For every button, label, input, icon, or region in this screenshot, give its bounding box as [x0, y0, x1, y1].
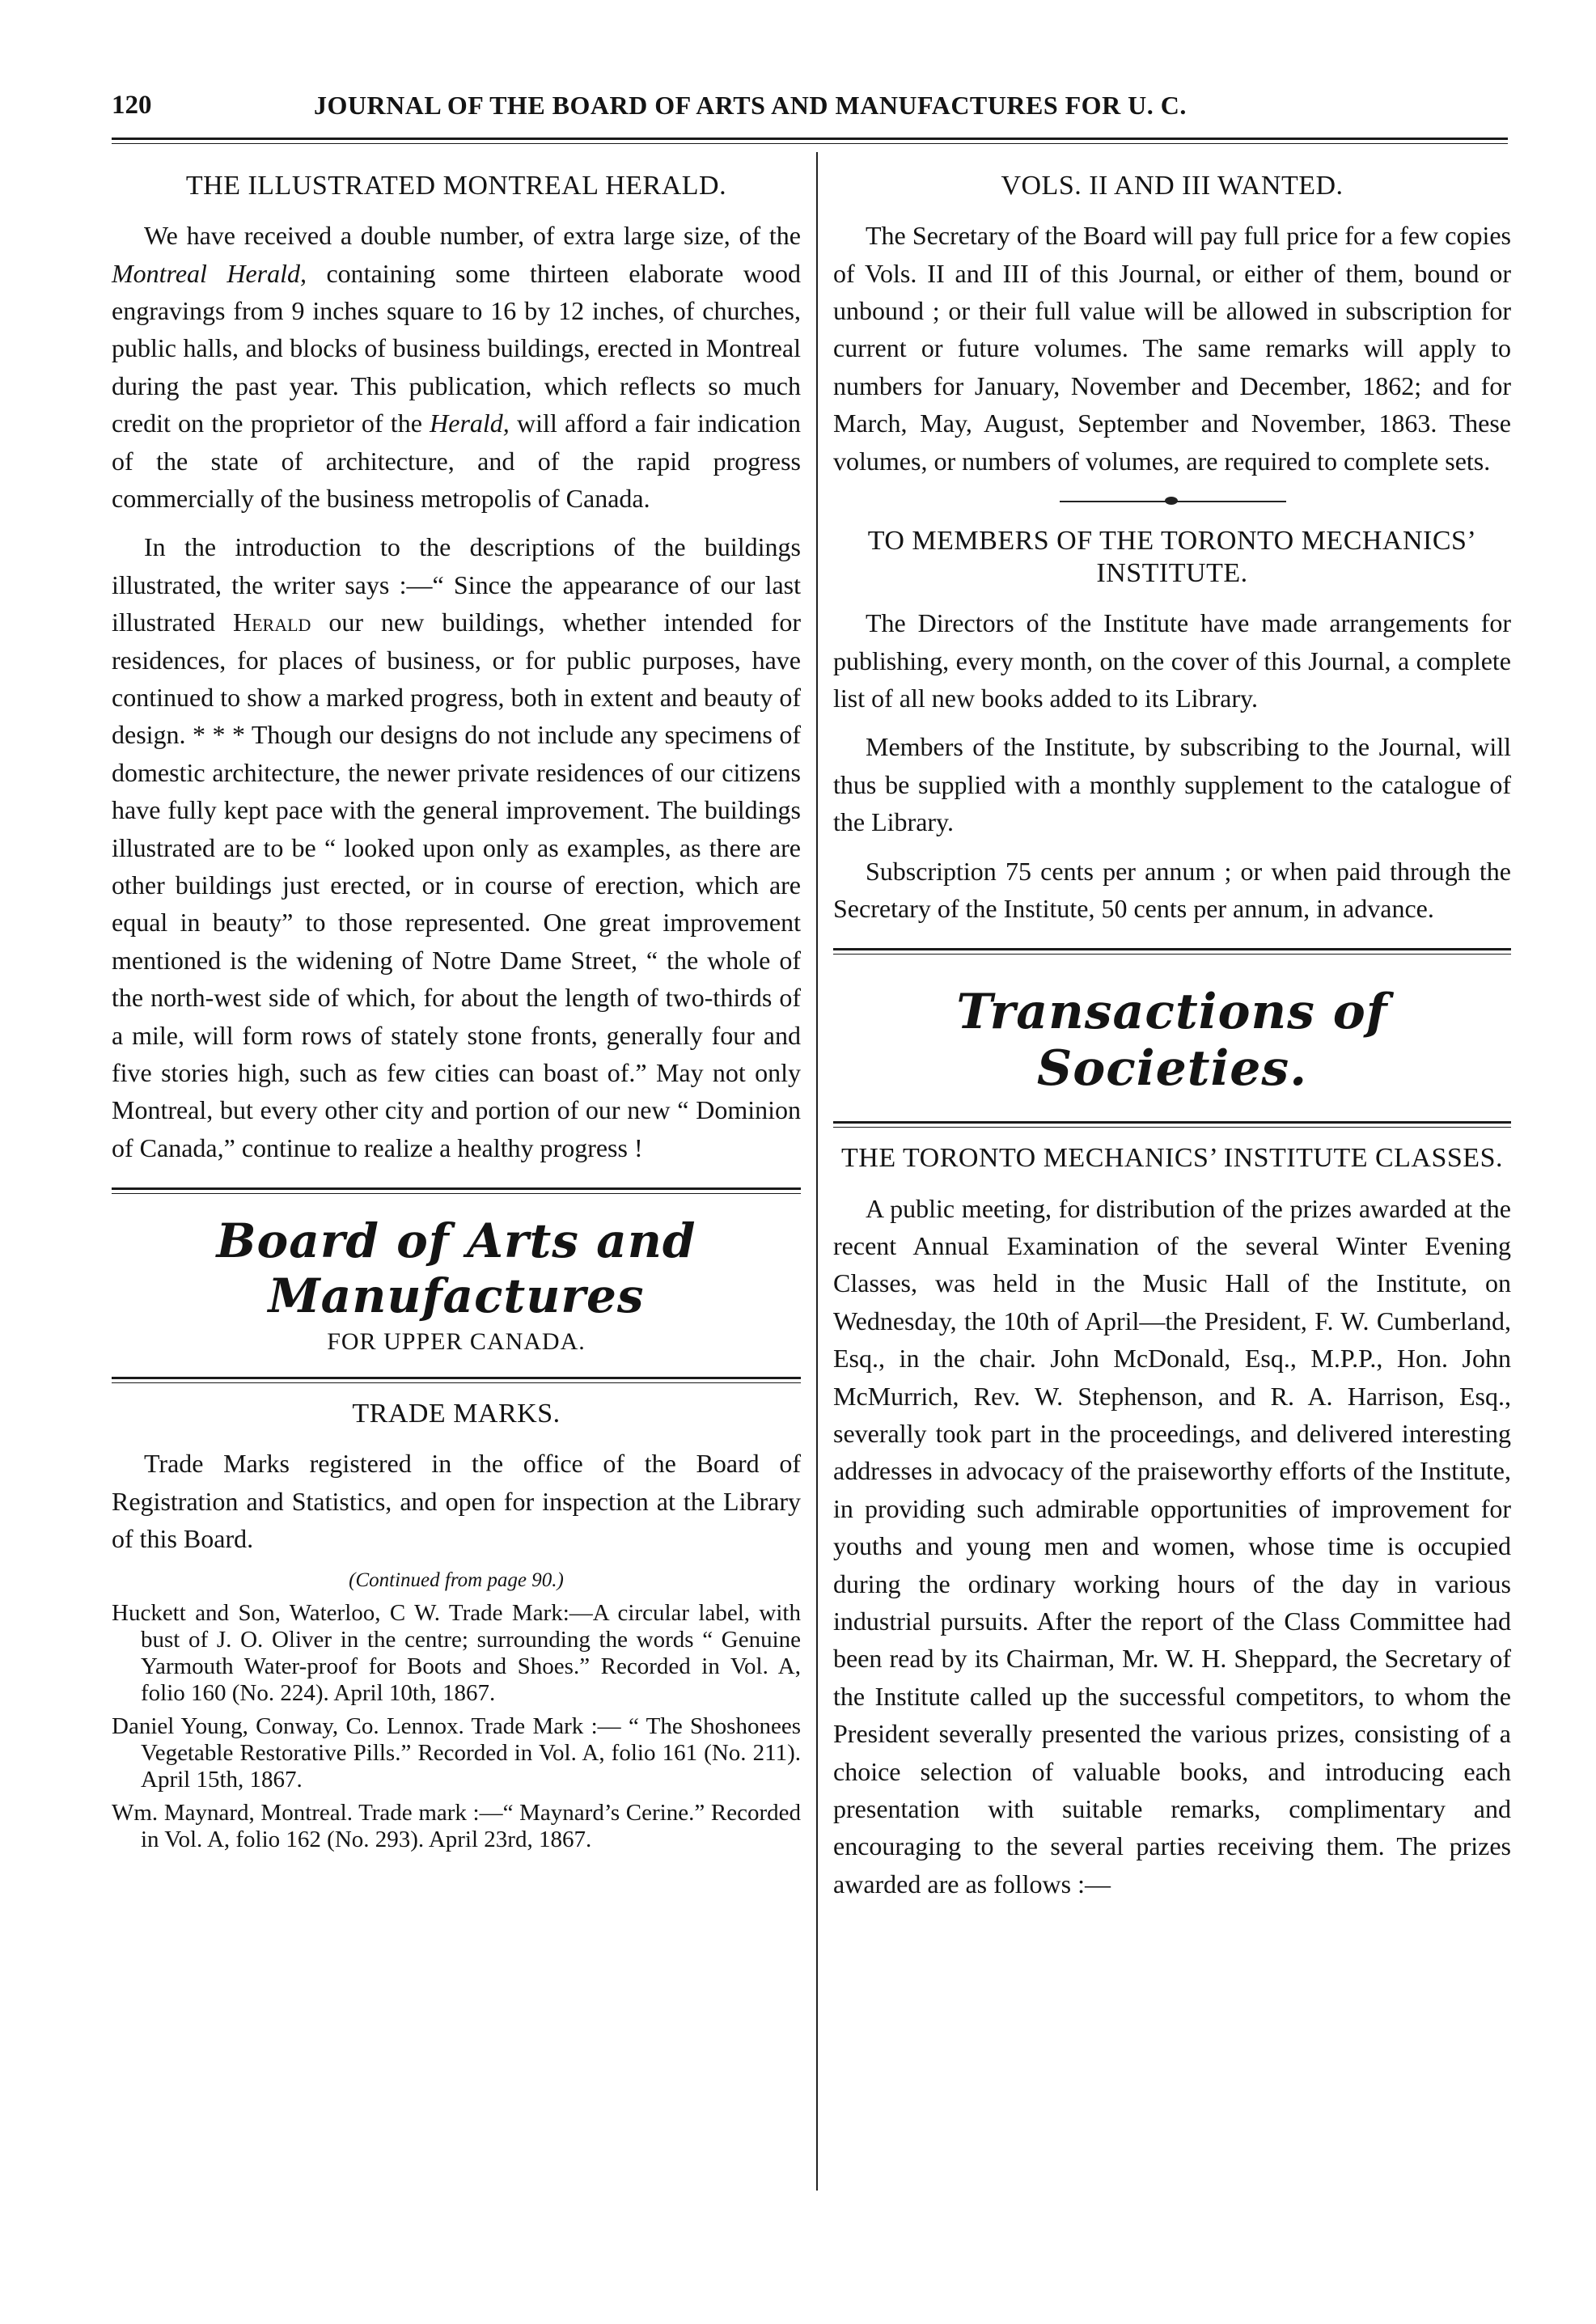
- transactions-heading: Transactions of Societies.: [956, 984, 1388, 1098]
- trade-mark-entry: Huckett and Son, Waterloo, C W. Trade Mark:—A circular label, with bust of J. O. Oliver in the centre; surrounding the words “ Genuine Yarmouth Water-proof for Boots and Shoes.” Recorded in Vol. A, folio 160 (No. 224). April 10th, 1867.: [112, 1599, 801, 1706]
- trade-mark-entry: Daniel Young, Conway, Co. Lennox. Trade Mark :— “ The Shoshonees Vegetable Restorative Pills.” Recorded in Vol. A, folio 161 (No. 211). April 15th, 1867.: [112, 1712, 801, 1793]
- vols-wanted-text: The Secretary of the Board will pay full price for a few copies of Vols. II and III of this Journal, or either of them, bound or unbound ; or their full value will be allowed in subscription for current or future volumes. The same remarks will apply to numbers for January, November and December, 1862; and for March, May, August, September and November, 1863. These volumes, or numbers of volumes, are required to complete sets.: [833, 221, 1511, 476]
- running-head: [112, 91, 1508, 129]
- italic-title: Herald,: [430, 408, 510, 438]
- classes-article: [833, 1142, 1511, 1903]
- members-heading: TO MEMBERS OF THE TORONTO MECHANICS’ INSTITUTE.: [867, 525, 1477, 589]
- classes-text: A public meeting, for distribution of the prizes awarded at the recent Annual Examination of the several Winter Evening Classes, was held in the Music Hall of the Institute, on Wednesday, the 10th of April—the President, F. W. Cumberland, Esq., in the chair. John McDonald, Esq., M.P.P., Hon. John McMurrich, Rev. W. Stephenson, and R. A. Harrison, Esq., severally took part in the proceedings, and delivered interesting addresses in advocacy of the praiseworthy efforts of the Institute, in providing such admirable opportunities of improvement for youths and young men and women, whose time is occupied during the ordinary working hours of the day in various industrial pursuits. After the report of the Class Committee had been read by its Chairman, Mr. W. H. Sheppard, the Secretary of the Institute called up the successful competitors, to whom the President severally presented the various prizes, consisting of a choice selection of valuable books, and introducing each presentation with suitable remarks, complimentary and encouraging to the several parties receiving them. The prizes awarded are as follows :—: [833, 1193, 1511, 1899]
- board-heading-block: [112, 1213, 801, 1356]
- left-column: [112, 162, 801, 1860]
- journal-title: JOURNAL OF THE BOARD OF ARTS AND MANUFACTURES FOR U. C.: [314, 91, 1187, 120]
- vols-wanted-notice: [833, 170, 1511, 480]
- section-rule: [833, 1121, 1511, 1128]
- board-heading: Board of Arts and Manufactures: [216, 1213, 696, 1324]
- ornamental-separator: [833, 496, 1511, 507]
- vols-wanted-heading: VOLS. II AND III WANTED.: [1001, 171, 1344, 201]
- section-rule: [112, 1377, 801, 1383]
- board-subtitle: FOR UPPER CANADA.: [327, 1328, 586, 1356]
- trade-mark-entry: Wm. Maynard, Montreal. Trade mark :—“ Maynard’s Cerine.” Recorded in Vol. A, folio 162 (No. 293). April 23rd, 1867.: [112, 1799, 801, 1852]
- right-column: [833, 162, 1511, 1914]
- column-divider: [816, 152, 818, 2191]
- header-rule-thick: [112, 138, 1508, 140]
- members-notice: [833, 525, 1511, 927]
- trade-marks-article: [112, 1398, 801, 1852]
- herald-paragraph-2: [112, 528, 801, 1166]
- herald-article: [112, 170, 801, 1166]
- header-rule-thin: [112, 143, 1508, 144]
- members-paragraph-1: The Directors of the Institute have made arrangements for publishing, every month, on the cover of this Journal, a complete list of all new books added to its Library.: [833, 608, 1511, 713]
- italic-title: Montreal Herald,: [112, 258, 307, 288]
- trade-marks-intro: Trade Marks registered in the office of the Board of Registration and Statistics, and open for inspection at the Library of this Board.: [112, 1449, 801, 1554]
- members-paragraph-2: Members of the Institute, by subscribing to the Journal, will thus be supplied with a monthly supplement to the catalogue of the Library.: [833, 732, 1511, 837]
- classes-heading: THE TORONTO MECHANICS’ INSTITUTE CLASSES.: [841, 1143, 1503, 1174]
- text-run: will afford a fair indication of the state of architecture, and of the rapid progress commercially of the business metropolis of Canada.: [112, 408, 801, 513]
- small-caps-word: Herald: [232, 607, 311, 637]
- section-rule: [112, 1187, 801, 1194]
- herald-heading: THE ILLUSTRATED MONTREAL HERALD.: [185, 171, 727, 201]
- page-number: 120: [112, 91, 152, 120]
- members-paragraph-3: Subscription 75 cents per annum ; or when paid through the Secretary of the Institute, 50 cents per annum, in advance.: [833, 856, 1511, 924]
- text-run: We have received a double number, of extra large size, of the: [144, 221, 801, 251]
- continued-note: (Continued from page 90.): [349, 1568, 564, 1591]
- section-rule: [833, 948, 1511, 955]
- text-run: In the introduction to the descriptions of the buildings illustrated, the writer says :—“ Since the appearance of our last illustrated: [112, 532, 801, 637]
- trade-marks-heading: TRADE MARKS.: [352, 1399, 561, 1429]
- text-run: our new buildings, whether intended for residences, for places of business, or for public purposes, have continued to show a marked progress, both in extent and beauty of design. * * * Though our designs do not include any specimens of domestic architecture, the newer private residences of our citizens have fully kept pace with the general improvement. The buildings illustrated are to be “ looked upon only as examples, as there are other buildings just erected, or in course of erection, which are equal in beauty” to those represented. One great improvement mentioned is the widening of Notre Dame Street, “ the whole of the north-west side of which, for about the length of two-thirds of a mile, will form rows of stately stone fronts, generally four and five stories high, such as few cities can boast of.” May not only Montreal, but every other city and portion of our new “ Dominion of Canada,” continue to realize a healthy progress !: [112, 607, 802, 1162]
- herald-paragraph-1: [112, 217, 801, 517]
- text-run: containing some thirteen elaborate wood engravings from 9 inches square to 16 by 12 inches, of churches, public halls, and blocks of business buildings, erected in Montreal during the past year. This publication, which reflects so much credit on the proprietor of the: [112, 258, 801, 438]
